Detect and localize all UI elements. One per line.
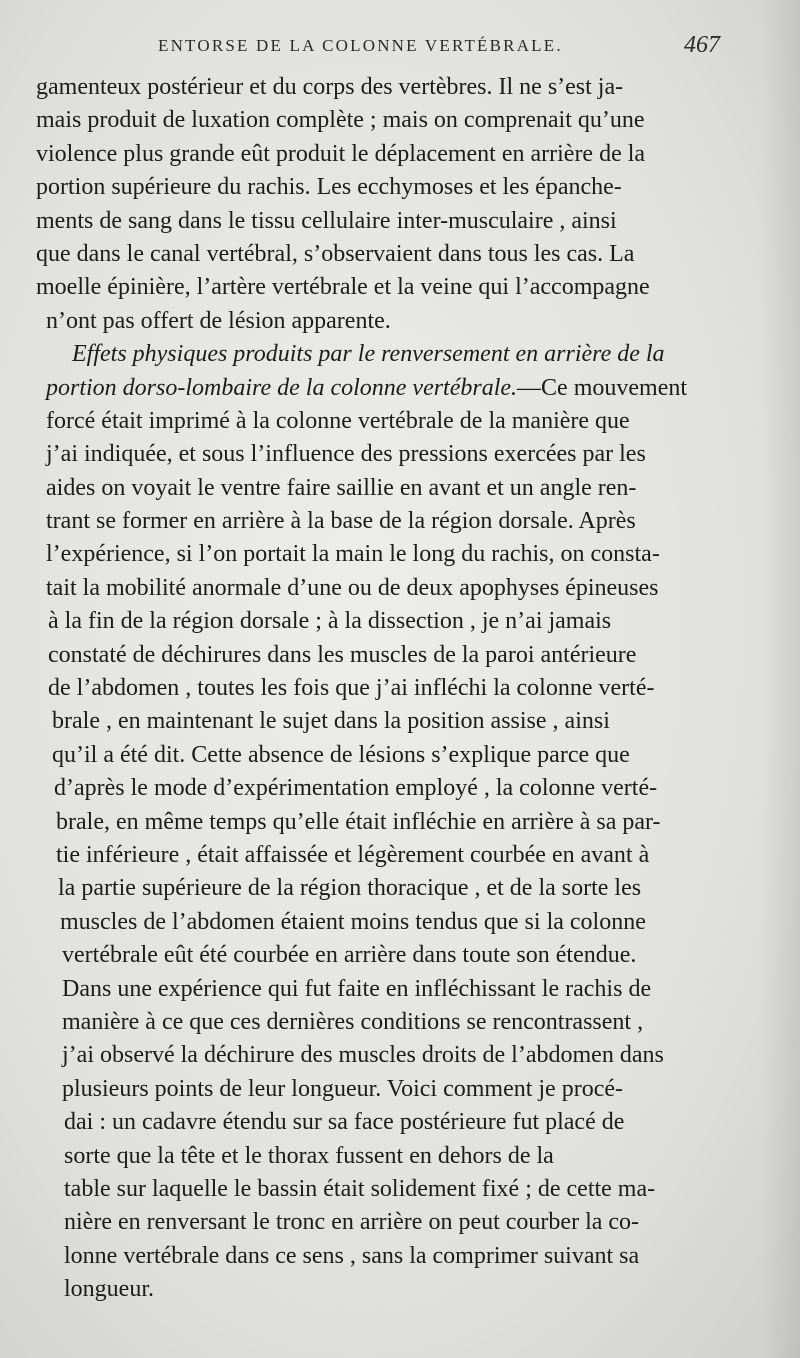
line-text: muscles de l’abdomen étaient moins tendus que si la colonne — [60, 908, 646, 935]
text-line — [36, 639, 766, 672]
text-line — [36, 1173, 766, 1206]
line-text: n’ont pas offert de lésion apparente. — [46, 307, 391, 334]
text-line — [36, 271, 766, 304]
line-text: vertébrale eût été courbée en arrière dans toute son étendue. — [62, 942, 637, 969]
text-line — [36, 806, 766, 839]
text-line — [36, 1106, 766, 1139]
text-line — [36, 372, 766, 405]
line-text: qu’il a été dit. Cette absence de lésions s’explique parce que — [52, 741, 630, 768]
text-line — [36, 538, 766, 571]
running-header — [0, 32, 800, 60]
line-text: portion supérieure du rachis. Les ecchymoses et les épanche- — [36, 174, 622, 201]
line-text: tait la mobilité anormale d’une ou de deux apophyses épineuses — [46, 574, 659, 601]
text-line — [36, 505, 766, 538]
line-text: la partie supérieure de la région thoracique , et de la sorte les — [58, 875, 642, 902]
text-line — [36, 138, 766, 171]
body-text — [36, 71, 766, 1306]
line-text: tie inférieure , était affaissée et légèrement courbée en avant à — [56, 841, 650, 868]
page-number: 467 — [684, 32, 720, 58]
text-line — [36, 405, 766, 438]
text-line — [36, 1206, 766, 1239]
line-text: plusieurs points de leur longueur. Voici comment je procé- — [62, 1075, 623, 1102]
text-line — [36, 238, 766, 271]
line-text: longueur. — [64, 1276, 154, 1303]
text-line — [36, 171, 766, 204]
line-text: j’ai observé la déchirure des muscles droits de l’abdomen dans — [62, 1042, 664, 1069]
text-line — [36, 205, 766, 238]
line-text: forcé était imprimé à la colonne vertébrale de la manière que — [46, 407, 630, 434]
line-text: aides on voyait le ventre faire saillie en avant et un angle ren- — [46, 474, 637, 501]
text-line — [36, 472, 766, 505]
text-line — [36, 839, 766, 872]
text-line — [36, 1240, 766, 1273]
line-text: Dans une expérience qui fut faite en infléchissant le rachis de — [62, 975, 652, 1002]
line-text: brale, en même temps qu’elle était infléchie en arrière à sa par- — [56, 808, 661, 835]
text-line — [36, 572, 766, 605]
line-text: manière à ce que ces dernières conditions se rencontrassent , — [62, 1008, 644, 1035]
line-text: lonne vertébrale dans ce sens , sans la comprimer suivant sa — [64, 1242, 640, 1269]
page-edge-shadow — [760, 0, 800, 1358]
text-line — [36, 305, 766, 338]
line-text: l’expérience, si l’on portait la main le long du rachis, on consta- — [46, 541, 660, 568]
text-line — [36, 705, 766, 738]
text-line — [36, 338, 766, 371]
text-line — [36, 739, 766, 772]
line-text: de l’abdomen , toutes les fois que j’ai infléchi la colonne verté- — [48, 675, 655, 702]
line-text: mais produit de luxation complète ; mais on comprenait qu’une — [36, 107, 645, 134]
text-line — [36, 906, 766, 939]
text-line — [36, 939, 766, 972]
running-title: ENTORSE DE LA COLONNE VERTÉBRALE. — [158, 36, 563, 55]
text-line — [36, 1273, 766, 1306]
text-line — [36, 872, 766, 905]
line-text: —Ce mouvement — [517, 374, 688, 401]
text-line — [36, 973, 766, 1006]
text-line — [36, 438, 766, 471]
text-line — [36, 1039, 766, 1072]
line-text: d’après le mode d’expérimentation employé , la colonne verté- — [54, 775, 658, 802]
text-line — [36, 672, 766, 705]
line-text: sorte que la tête et le thorax fussent en dehors de la — [64, 1142, 554, 1169]
line-text: nière en renversant le tronc en arrière on peut courber la co- — [64, 1209, 640, 1236]
italic-heading-text: Effets physiques produits par le renversement en arrière de la — [72, 341, 665, 368]
text-line — [36, 71, 766, 104]
line-text: constaté de déchirures dans les muscles de la paroi antérieure — [48, 641, 637, 668]
line-text: table sur laquelle le bassin était solidement fixé ; de cette ma- — [64, 1175, 656, 1202]
text-line — [36, 104, 766, 137]
text-line — [36, 1073, 766, 1106]
line-text: violence plus grande eût produit le déplacement en arrière de la — [36, 140, 646, 167]
line-text: que dans le canal vertébral, s’observaient dans tous les cas. La — [36, 240, 635, 267]
line-text: dai : un cadavre étendu sur sa face postérieure fut placé de — [64, 1109, 625, 1136]
text-line — [36, 1140, 766, 1173]
line-text: j’ai indiquée, et sous l’influence des pressions exercées par les — [46, 441, 646, 468]
text-line — [36, 1006, 766, 1039]
line-text: gamenteux postérieur et du corps des vertèbres. Il ne s’est ja- — [36, 74, 624, 100]
line-text: ments de sang dans le tissu cellulaire inter-musculaire , ainsi — [36, 207, 617, 234]
italic-heading-text: portion dorso-lombaire de la colonne vertébrale. — [46, 374, 518, 401]
line-text: trant se former en arrière à la base de la région dorsale. Après — [46, 508, 636, 535]
line-text: brale , en maintenant le sujet dans la position assise , ainsi — [52, 708, 610, 735]
line-text: à la fin de la région dorsale ; à la dissection , je n’ai jamais — [48, 608, 612, 635]
line-text: moelle épinière, l’artère vertébrale et la veine qui l’accompagne — [36, 274, 650, 301]
text-line — [36, 772, 766, 805]
text-line — [36, 605, 766, 638]
